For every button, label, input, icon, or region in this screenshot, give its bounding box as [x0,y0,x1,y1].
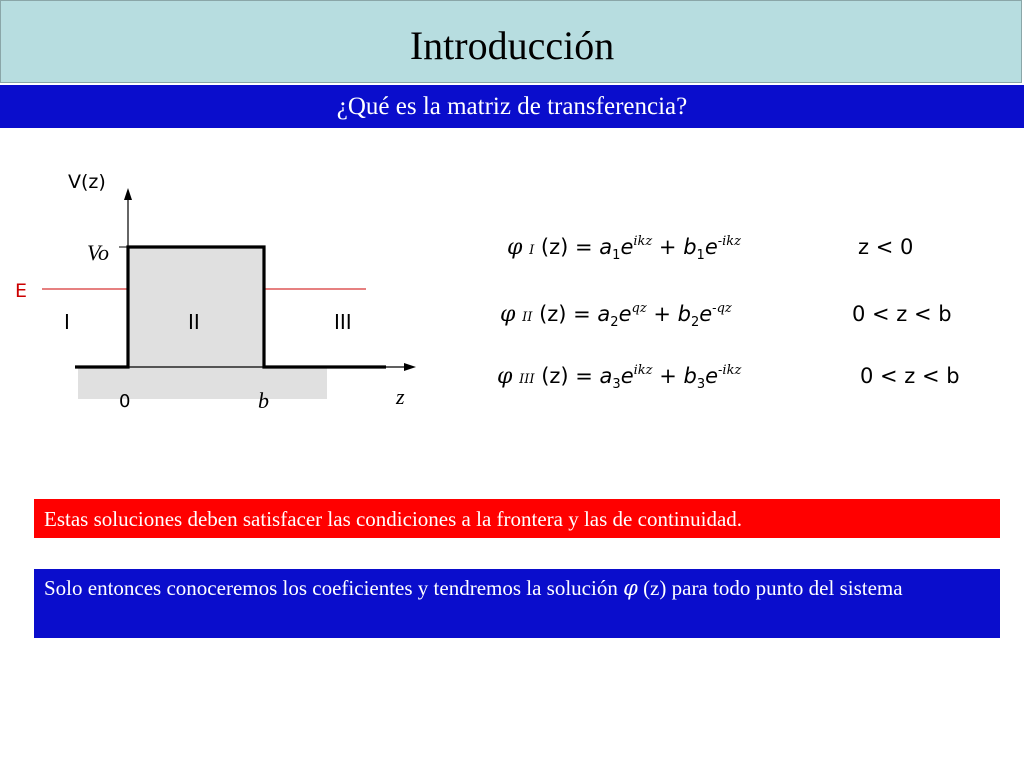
coefficient-b: b [683,364,697,388]
boundary-conditions-note: Estas soluciones deben satisfacer las condiciones a la frontera y las de continuidad. [34,499,1000,538]
phi-symbol: φ [623,576,638,600]
coefficient-b-index: 1 [696,248,705,263]
tick-b-label: b [258,388,269,413]
coefficient-a-index: 2 [610,315,619,330]
plus-sign: + [646,302,678,326]
coefficient-b: b [683,235,697,259]
equation-lhs: (z) = [540,235,600,259]
exponent-1: ikz [633,363,653,378]
exponent-1: ikz [633,234,653,249]
coefficient-a-index: 1 [612,248,621,263]
y-axis-arrowhead [124,188,132,200]
equation-region-3: φ III $(z) = a_3e^{ikz} + b_3e^{-ikz}$ [497,363,742,392]
region-2-label: II [188,310,200,334]
coefficient-b-index: 2 [690,315,700,330]
exponent-2: -ikz [717,234,742,249]
region-index: III [519,372,535,387]
exponent-2: -qz [712,301,732,316]
ground-shade [78,366,327,399]
condition-region-3: 0 < z < b [860,364,960,388]
coefficient-a: a [599,364,613,388]
plus-sign: + [652,364,684,388]
energy-label: E [15,280,28,302]
tick-zero-label: 0 [119,391,131,412]
coefficient-a-index: 3 [612,377,621,392]
equation-region-2: φ II $(z) = a_2e^{qz} + b_2e^{-qz}$ [500,301,732,330]
coefficient-a: a [597,302,611,326]
condition-region-1: z < 0 [858,235,914,259]
slide-subtitle: ¿Qué es la matriz de transferencia? [336,93,688,120]
equation-lhs: (z) = [539,302,598,326]
y-axis-label: V(z) [68,171,106,193]
x-axis-arrowhead [404,363,416,371]
plus-sign: + [652,235,684,259]
condition-region-2: 0 < z < b [852,302,952,326]
potential-label: Vo [87,240,109,265]
region-3-label: III [334,310,352,334]
exponent-2: -ikz [718,363,742,378]
equation-lhs: (z) = [541,364,600,388]
phi-symbol: φ [500,302,516,327]
barrier-fill [128,247,264,367]
solution-note [34,569,1000,638]
phi-symbol: φ [497,364,513,389]
equation-region-1: φ I $(z) = a_1e^{ikz} + b_1e^{-ikz}$ [507,234,742,263]
phi-symbol: φ [507,235,523,260]
region-index: II [522,310,533,325]
x-axis-label: z [396,384,405,409]
solution-note-text-1: Solo entonces conoceremos los coeficientes y tendremos la solución [44,576,624,600]
coefficient-b-index: 3 [696,377,706,392]
exponent-1: qz [631,301,647,316]
slide-title: Introducción [409,23,615,68]
region-index: I [529,243,535,258]
region-1-label: I [64,310,70,334]
coefficient-a: a [599,235,613,259]
solution-note-text-2: (z) para todo punto del sistema [637,576,903,600]
coefficient-b: b [677,302,691,326]
potential-barrier-diagram [0,160,440,430]
